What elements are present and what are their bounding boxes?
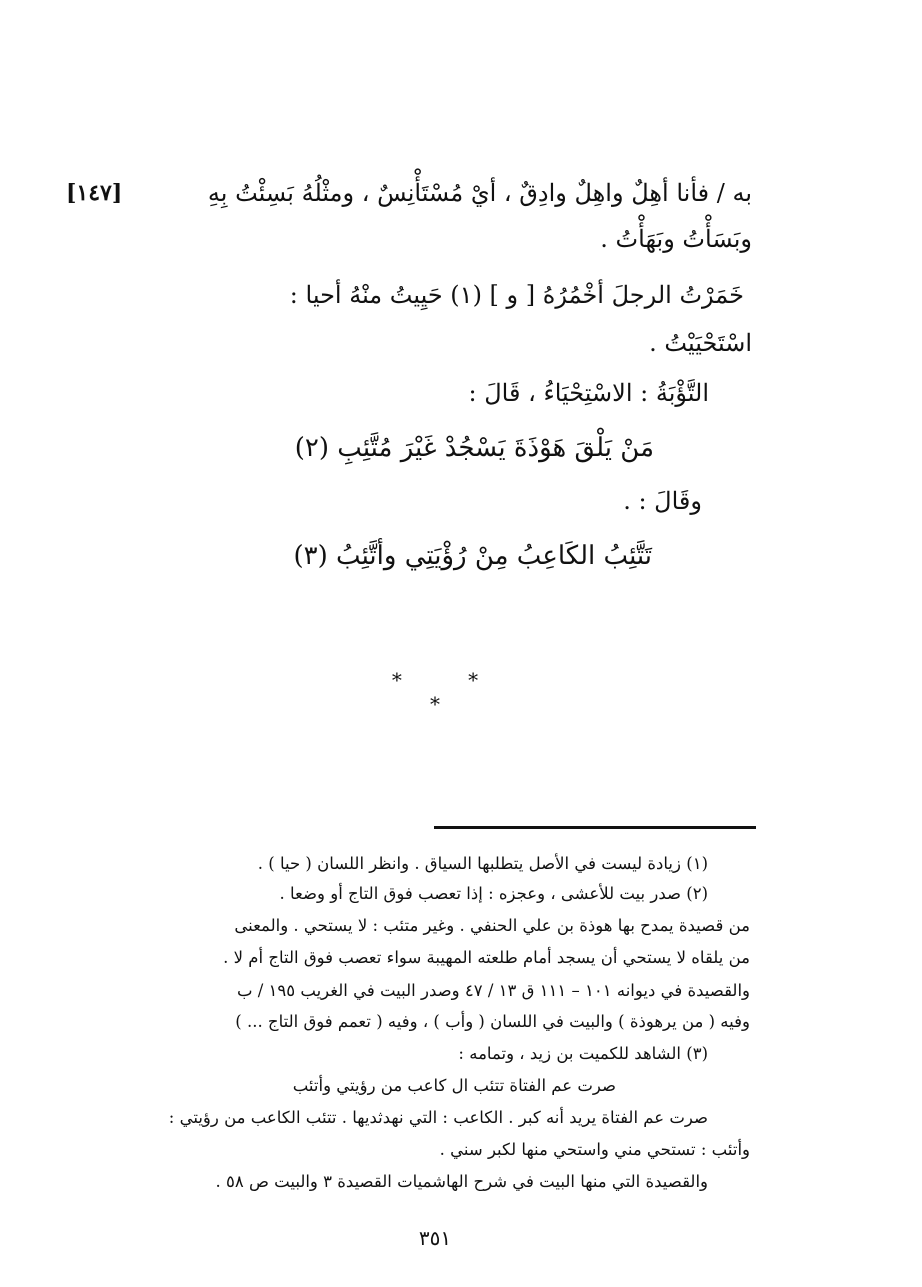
footnote-rule bbox=[434, 826, 756, 829]
footnote-line-1: (١) زيادة ليست في الأصل يتطلبها السياق . وانظر اللسان ( حيا ) . bbox=[257, 854, 708, 873]
body-line-4: اسْتَحْيَيْتُ . bbox=[649, 329, 752, 357]
footnote-line-9: وأتئب : تستحي مني واستحي منها لكبر سني . bbox=[439, 1140, 750, 1159]
footnote-line-5: والقصيدة في ديوانه ١٠١ – ١١١ ق ١٣ / ٤٧ وصدر البيت في الغريب ١٩٥ / ب bbox=[236, 981, 750, 1000]
page-marker: [١٤٧] bbox=[66, 180, 123, 206]
footnote-line-3: من قصيدة يمدح بها هوذة بن علي الحنفي . وغير متئب : لا يستحي . والمعنى bbox=[234, 916, 750, 935]
body-line-3: خَمَرْتُ الرجلَ أخْمُرُهُ [ و ] (١) حَيِيتُ منْهُ أحيا : bbox=[289, 281, 744, 309]
verse-line-2: تَتَّئِبُ الكَاعِبُ مِنْ رُؤْيَتِي وأتَّئِبُ (٣) bbox=[293, 541, 652, 571]
page-number: ٣٥١ bbox=[418, 1226, 452, 1250]
verse-line-1: مَنْ يَلْقَ هَوْذَةَ يَسْجُدْ غَيْرَ مُتَّئِبِ (٢) bbox=[294, 433, 654, 463]
body-line-6: وقَالَ : . bbox=[623, 487, 702, 515]
body-line-5: التَّؤْبَةُ : الاسْتِحْيَاءُ ، قَالَ : bbox=[468, 379, 709, 407]
section-separator: * * * bbox=[391, 668, 509, 716]
body-line-1: به / فأنا أهِلٌ واهِلٌ وادِقٌ ، أيْ مُسْتَأْنِسٌ ، ومثْلُهُ بَسِئْتُ بِهِ bbox=[207, 179, 752, 207]
footnote-verse: صرت عم الفتاة تتئب ال كاعب من رؤيتي وأتئب bbox=[292, 1076, 616, 1095]
footnote-line-4: من يلقاه لا يستحي أن يسجد أمام طلعته المهيبة سواء تعصب فوق التاج أم لا . bbox=[223, 948, 750, 967]
footnote-line-10: والقصيدة التي منها البيت في شرح الهاشميات القصيدة ٣ والبيت ص ٥٨ . bbox=[215, 1172, 708, 1191]
footnote-line-8: صرت عم الفتاة يريد أنه كبر . الكاعب : التي نهدثديها . تتئب الكاعب من رؤيتي : bbox=[168, 1108, 708, 1127]
body-line-2: وبَسَأْتُ وبَهَأْتُ . bbox=[600, 225, 752, 253]
footnote-line-2: (٢) صدر بيت للأعشى ، وعجزه : إذا تعصب فوق التاج أو وضعا . bbox=[279, 884, 708, 903]
footnote-line-6: وفيه ( من يرهوذة ) والبيت في اللسان ( وأب ) ، وفيه ( تعمم فوق التاج ... ) bbox=[235, 1012, 750, 1031]
footnote-line-7: (٣) الشاهد للكميت بن زيد ، وتمامه : bbox=[458, 1044, 708, 1063]
